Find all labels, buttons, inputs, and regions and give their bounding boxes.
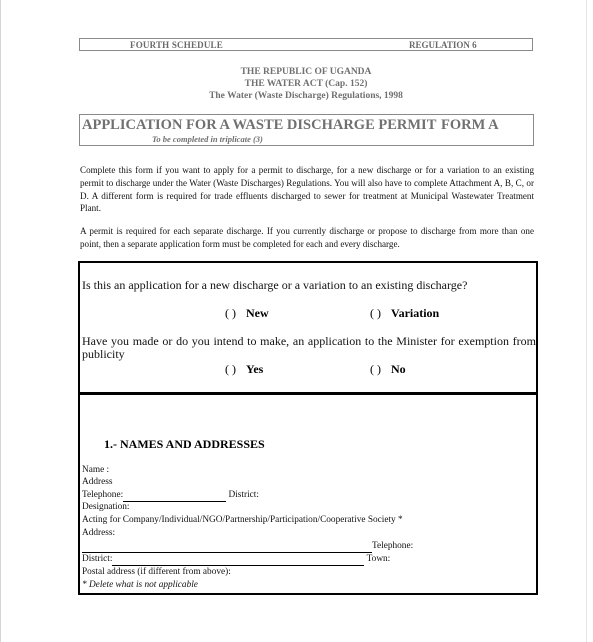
address-telephone-row	[82, 540, 413, 553]
form-title: APPLICATION FOR A WASTE DISCHARGE PERMIT	[82, 117, 437, 133]
intro-paragraph-2: A permit is required for each separate discharge. If you currently discharge or propose to discharge from more than one point, then a separate application form must be completed for each and every discharge.	[80, 226, 534, 249]
footnote: * Delete what is not applicable	[82, 580, 198, 590]
option-new-checkbox[interactable]: ( )	[225, 306, 236, 320]
district2-label: District:	[82, 554, 113, 564]
option-yes[interactable]	[225, 362, 263, 377]
designation-field[interactable]	[82, 501, 130, 514]
question-new-or-variation: Is this an application for a new discharge or a variation to an existing discharge?	[82, 278, 468, 292]
name-field[interactable]	[82, 464, 109, 477]
option-no[interactable]	[370, 362, 406, 377]
page-left-edge	[0, 0, 1, 642]
address2-label: Address:	[82, 528, 116, 538]
postal-address-field[interactable]	[82, 566, 231, 579]
district-town-row	[82, 553, 390, 566]
option-yes-label: Yes	[246, 362, 264, 376]
option-variation-checkbox[interactable]: ( )	[370, 306, 381, 320]
option-variation[interactable]	[370, 306, 439, 321]
option-new[interactable]	[225, 306, 269, 321]
option-no-label: No	[391, 362, 406, 376]
option-no-checkbox[interactable]: ( )	[370, 362, 381, 376]
telephone-input-line[interactable]	[123, 491, 226, 502]
telephone-label: Telephone:	[82, 490, 124, 500]
town-label: Town:	[366, 554, 391, 564]
address-label: Address	[82, 477, 113, 487]
form-id: FORM A	[441, 117, 499, 133]
district-label: District:	[228, 490, 259, 500]
postal-address-label: Postal address (if different from above):	[82, 567, 231, 577]
acting-for-field[interactable]	[82, 514, 403, 527]
act-heading: THE WATER ACT (Cap. 152)	[244, 79, 368, 89]
schedule-label: FOURTH SCHEDULE	[130, 40, 223, 50]
option-yes-checkbox[interactable]: ( )	[225, 362, 236, 376]
section-title: 1.- NAMES AND ADDRESSES	[104, 437, 265, 451]
option-variation-label: Variation	[391, 306, 440, 320]
name-label: Name :	[82, 465, 110, 475]
intro-paragraph-1: Complete this form if you want to apply for a permit to discharge, for a new discharge or for a variation to an existing permit to discharge under the Water (Waste Discharges) Regulations. You will also have to complete Attachment A, B, C, or D. A different form is required for trade effluents discharged to sewer for treatment at Municipal Wastewater Treatment Plant.	[80, 165, 534, 214]
address-input-line[interactable]	[82, 542, 372, 553]
district-input-line[interactable]	[112, 555, 364, 566]
regulation-label: REGULATION 6	[409, 40, 477, 50]
address2-field[interactable]	[82, 527, 115, 540]
question-exemption: Have you made or do you intend to make, an application to the Minister for exemption from publicity	[82, 334, 536, 361]
form-subtitle: To be completed in triplicate (3)	[152, 134, 263, 144]
acting-for-label: Acting for Company/Individual/NGO/Partnership/Participation/Cooperative Society *	[82, 515, 403, 525]
republic-heading: THE REPUBLIC OF UGANDA	[240, 67, 372, 77]
form-title-box	[79, 114, 534, 146]
regulations-heading: The Water (Waste Discharge) Regulations, 1998	[209, 91, 403, 101]
option-new-label: New	[246, 306, 269, 320]
schedule-header-box	[79, 38, 533, 51]
address-field[interactable]	[82, 476, 112, 489]
telephone2-label: Telephone:	[372, 541, 414, 551]
telephone-district-row	[82, 489, 259, 502]
page-right-edge	[586, 0, 587, 642]
designation-label: Designation:	[82, 502, 130, 512]
